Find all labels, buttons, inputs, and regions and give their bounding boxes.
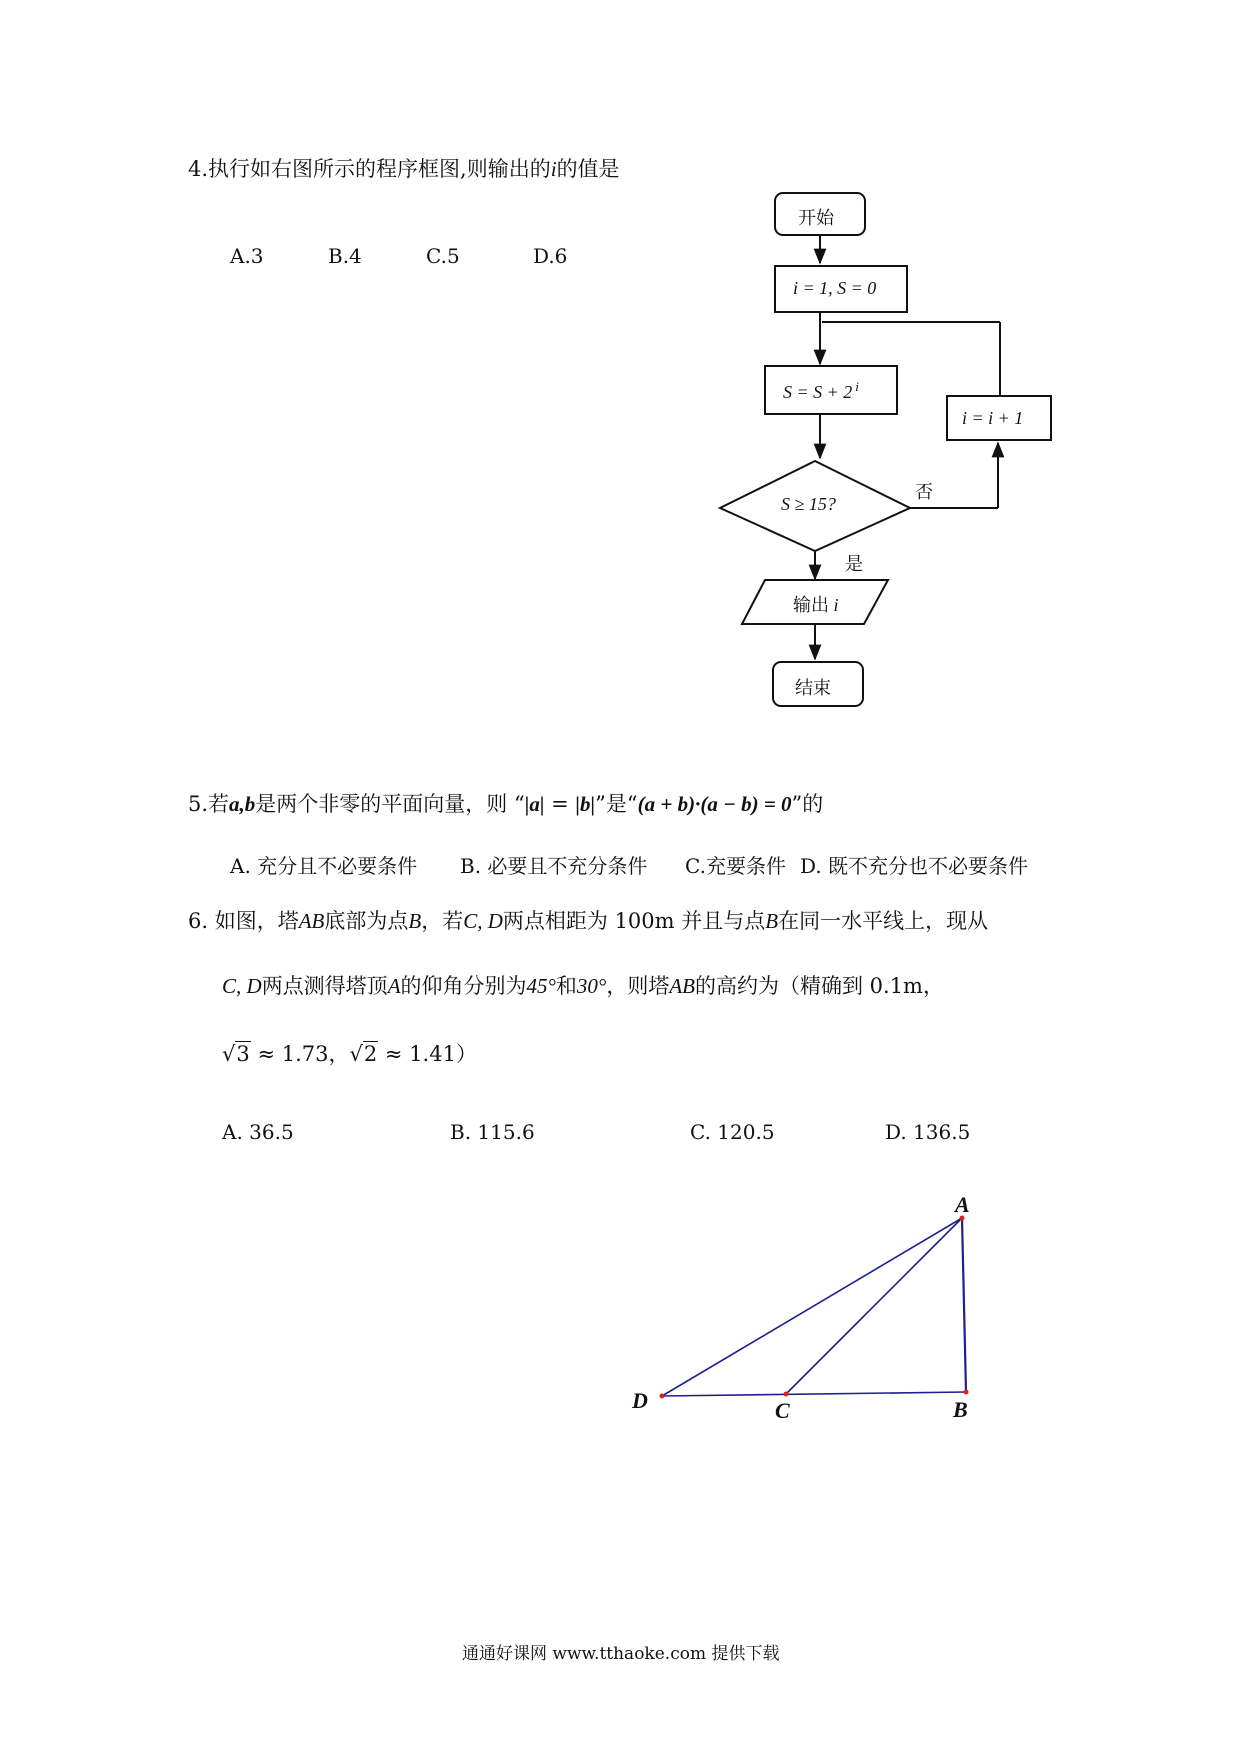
q6-option-a[interactable]: A. 36.5 [222,1120,294,1144]
q4-option-b[interactable]: B.4 [328,244,362,268]
q6-option-c[interactable]: C. 120.5 [690,1120,775,1144]
label-a: A [955,1192,970,1217]
q5-option-a[interactable]: A. 充分且不必要条件 [230,854,418,878]
q4-option-a[interactable]: A.3 [230,244,264,268]
q6-stem-line2: C, D两点测得塔顶A的仰角分别为45°和30°，则塔AB的高约为（精确到 0.1m， [222,974,944,998]
segment-db [662,1392,966,1396]
flowchart-update-label: S = S + 2 $^i$ [783,379,859,402]
flowchart-start-label: 开始 [798,208,834,228]
q6-option-b[interactable]: B. 115.6 [450,1120,535,1144]
flowchart-output-label: 输出 i [793,595,839,615]
footer-text[interactable]: 通通好课网 www.tthaoke.com 提供下载 [462,1644,780,1664]
q4-var: i [550,157,557,181]
point-c [784,1392,789,1397]
sqrt-symbol: √ [349,1042,363,1066]
q5-stem: 5.若a,b是两个非零的平面向量，则 “|a| = |b|”是“(a + b)·(a − b) = 0”的 [188,792,824,816]
label-d: D [632,1388,648,1413]
q5-option-c[interactable]: C.充要条件 [685,854,786,878]
q6-option-d[interactable]: D. 136.5 [885,1120,971,1144]
flowchart-yes-label: 是 [845,554,863,574]
sqrt-symbol: √ [222,1042,236,1066]
flowchart-no-label: 否 [915,482,933,502]
flowchart-end-label: 结束 [795,678,831,698]
q4-stem: 4.执行如右图所示的程序框图,则输出的i的值是 [188,157,620,181]
q4-option-c[interactable]: C.5 [426,244,460,268]
q5-option-b[interactable]: B. 必要且不充分条件 [460,854,648,878]
q6-stem-line3: √3 ≈ 1.73，√2 ≈ 1.41） [222,1042,477,1066]
flowchart-condition-label: S ≥ 15? [781,494,836,514]
segment-ad [662,1218,962,1396]
flowchart-increment-label: i = i + 1 [962,408,1024,428]
point-d [660,1394,665,1399]
flowchart-init-label: i = 1, S = 0 [793,278,877,298]
q4-option-d[interactable]: D.6 [533,244,568,268]
point-b [964,1390,969,1395]
label-b: B [953,1397,968,1422]
segment-ab [962,1218,966,1392]
label-c: C [775,1398,790,1423]
q5-option-d[interactable]: D. 既不充分也不必要条件 [800,854,1029,878]
q6-stem-line1: 6. 如图，塔AB底部为点B，若C, D两点相距为 100m 并且与点B在同一水平线上，现从 [188,909,989,933]
